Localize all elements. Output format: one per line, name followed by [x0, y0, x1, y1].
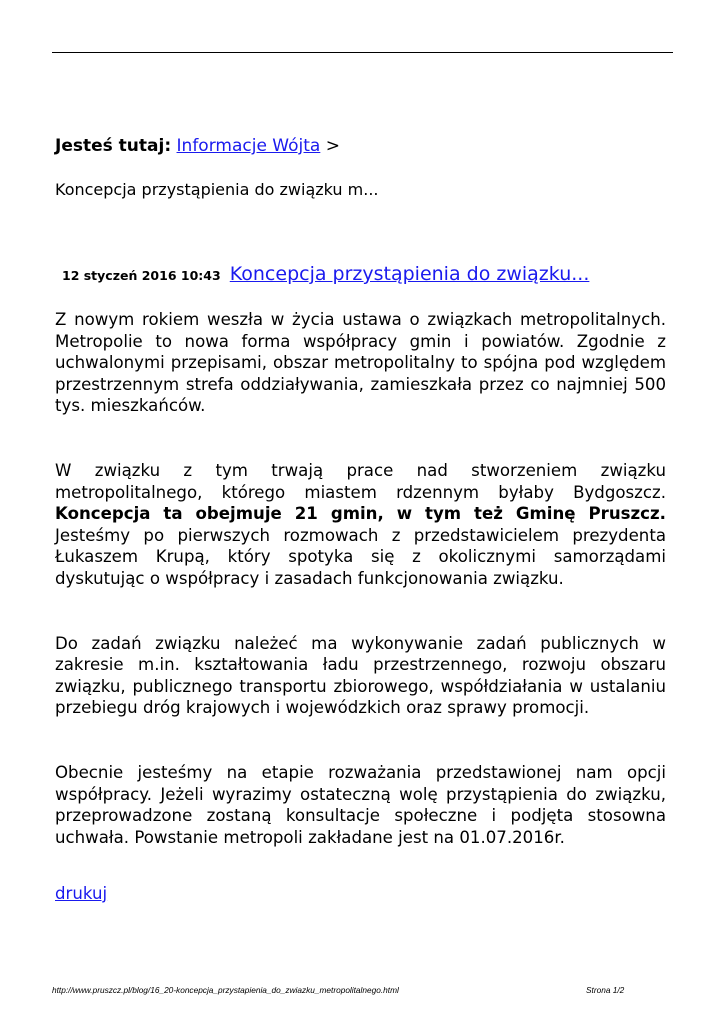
article-paragraph-1: Z nowym rokiem weszła w życia ustawa o związkach metropolitalnych. Metropolie to nowa forma współpracy gmin i powiatów. Zgodnie z uchwalonymi przepisami, obszar metropolitalny to spójna pod względem przestrzennym strefa oddziaływania, zamieszkała przez co najmniej 500 tys. mieszkańców.: [55, 310, 666, 416]
breadcrumb-link-informacje-wojta[interactable]: Informacje Wójta: [176, 136, 321, 156]
post-header: [62, 263, 589, 285]
article-body: [55, 309, 666, 848]
article-paragraph-2-rest: Jesteśmy po pierwszych rozmowach z przedstawicielem prezydenta Łukaszem Krupą, który spotyka się z okolicznymi samorządami dyskutując o współpracy i zasadach funkcjonowania związku.: [55, 525, 666, 588]
header-divider: [52, 52, 673, 53]
footer-url: http://www.pruszcz.pl/blog/16_20-koncepcja_przystapienia_do_zwiazku_metropolitalnego.html: [52, 985, 399, 995]
breadcrumb: [55, 135, 340, 157]
article-paragraph-2-intro: W związku z tym trwają prace nad stworzeniem związku metropolitalnego, którego miastem rdzennym byłaby Bydgoszcz.: [55, 460, 666, 502]
print-link[interactable]: drukuj: [55, 884, 108, 903]
footer-page-number: Strona 1/2: [586, 985, 625, 995]
post-title-link[interactable]: Koncepcja przystąpienia do związku...: [229, 263, 590, 285]
breadcrumb-separator: >: [325, 136, 340, 156]
breadcrumb-current: Koncepcja przystąpienia do związku m...: [55, 180, 379, 199]
article-paragraph-3: Do zadań związku należeć ma wykonywanie zadań publicznych w zakresie m.in. kształtowania ładu przestrzennego, rozwoju obszaru związku, publicznego transportu zbiorowego, współdziałania w ustalaniu przebiegu dróg krajowych i wojewódzkich oraz sprawy promocji.: [55, 633, 666, 718]
article-paragraph-4: Obecnie jesteśmy na etapie rozważania przedstawionej nam opcji współpracy. Jeżeli wyrazimy ostateczną wolę przystąpienia do związku, przeprowadzone zostaną konsultacje społeczne i podjęta stosowna uchwała. Powstanie metropoli zakładane jest na 01.07.2016r.: [55, 762, 666, 847]
breadcrumb-label: Jesteś tutaj:: [55, 136, 172, 156]
article-paragraph-2-highlight: Koncepcja ta obejmuje 21 gmin, w tym też Gminę Pruszcz.: [55, 504, 666, 524]
article-paragraph-2: [55, 460, 666, 590]
post-date: 12 styczeń 2016 10:43: [62, 268, 221, 283]
